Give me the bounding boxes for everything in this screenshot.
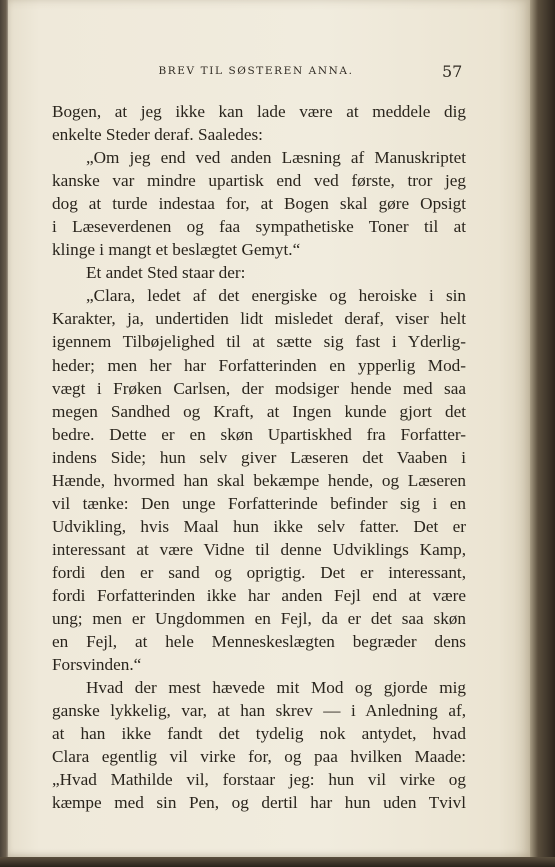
text-line: vægt i Frøken Carlsen, der modsiger hende med saa bbox=[52, 378, 466, 398]
text-line: i Læseverdenen og faa sympathetiske Toner til at bbox=[52, 217, 466, 237]
text-line: Et andet Sted staar der: bbox=[86, 263, 246, 283]
text-line: ung; men er Ungdommen en Fejl, da er det saa skøn bbox=[52, 609, 466, 629]
page-bottom-edge bbox=[0, 857, 555, 867]
text-line: ganske lykkelig, var, at han skrev — i Anledning af, bbox=[52, 701, 466, 721]
running-head: BREV TIL SØSTEREN ANNA. bbox=[158, 65, 354, 77]
text-line: „Om jeg end ved anden Læsning af Manuskriptet bbox=[86, 148, 466, 168]
body-text bbox=[52, 100, 466, 814]
page-number: 57 bbox=[442, 62, 463, 81]
text-line: Karakter, ja, undertiden lidt misledet deraf, viser helt bbox=[52, 309, 466, 329]
text-line: klinge i mangt et beslægtet Gemyt.“ bbox=[52, 240, 301, 260]
text-line: Hænde, hvormed han skal bekæmpe hende, og Læseren bbox=[52, 470, 466, 490]
text-line: enkelte Steder deraf. Saaledes: bbox=[52, 125, 263, 145]
book-page bbox=[8, 0, 530, 858]
text-line: „Clara, ledet af det energiske og heroiske i sin bbox=[86, 286, 466, 306]
text-line: Bogen, at jeg ikke kan lade være at meddele dig bbox=[52, 102, 466, 121]
text-line: heder; men her har Forfatterinden en ypperlig Mod- bbox=[52, 355, 466, 375]
text-line: „Hvad Mathilde vil, forstaar jeg: hun vil virke og bbox=[52, 770, 466, 790]
text-line: Udvikling, hvis Maal hun ikke selv fatter. Det er bbox=[52, 516, 466, 536]
text-line: megen Sandhed og Kraft, at Ingen kunde gjort det bbox=[52, 401, 466, 421]
text-line: bedre. Dette er en skøn Upartiskhed fra Forfatter- bbox=[52, 424, 466, 444]
text-line: indens Side; hun selv giver Læseren det Vaaben i bbox=[52, 447, 466, 467]
text-line: interessant at være Vidne til denne Udviklings Kamp, bbox=[52, 539, 466, 559]
text-line: dog at turde indestaa for, at Bogen skal gøre Opsigt bbox=[52, 194, 466, 214]
text-line: fordi Forfatterinden ikke har anden Fejl end at være bbox=[52, 585, 466, 605]
text-line: vil tænke: Den unge Forfatterinde befinder sig i en bbox=[52, 493, 466, 513]
text-line: Clara egentlig vil virke for, og paa hvilken Maade: bbox=[52, 747, 466, 767]
text-line: en Fejl, at hele Menneskeslægten begræder dens bbox=[52, 632, 466, 652]
text-line: Hvad der mest hævede mit Mod og gjorde mig bbox=[86, 678, 466, 698]
text-line: Forsvinden.“ bbox=[52, 655, 142, 675]
text-line: fordi den er sand og oprigtig. Det er interessant, bbox=[52, 562, 466, 582]
text-line: kæmpe med sin Pen, og dertil har hun uden Tvivl bbox=[52, 793, 466, 813]
text-line: igennem Tilbøjelighed til at sætte sig fast i Yderlig- bbox=[52, 332, 466, 352]
text-line: at han ikke fandt det tydelig nok antydet, hvad bbox=[52, 724, 466, 744]
text-line: kanske var mindre upartisk end ved første, tror jeg bbox=[52, 171, 466, 191]
